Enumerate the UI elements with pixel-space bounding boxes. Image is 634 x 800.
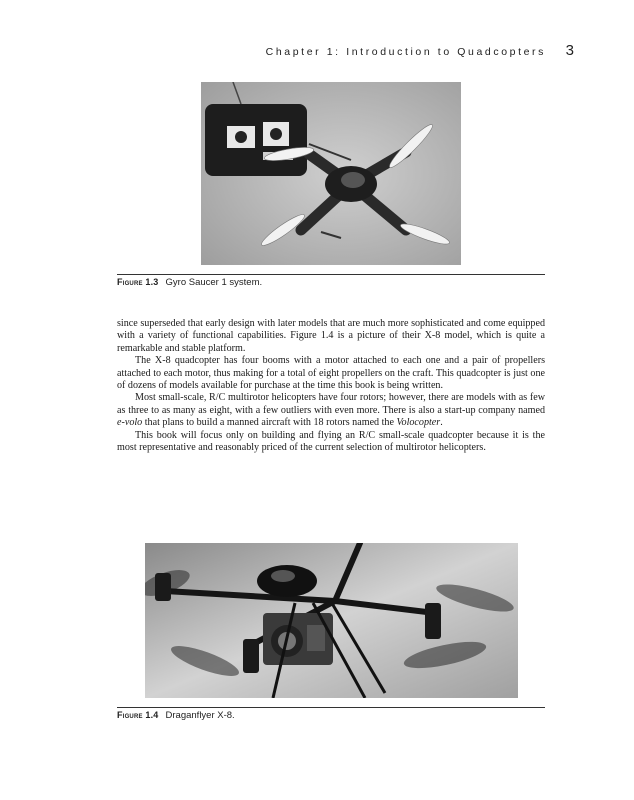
paragraph-3-part-c: .	[440, 417, 443, 429]
figure-1-4-photo	[145, 543, 518, 698]
figure-1-3-caption	[117, 277, 262, 288]
draganflyer-photo	[145, 543, 518, 698]
figure-1-3-caption-text: Gyro Saucer 1 system.	[165, 277, 263, 288]
paragraph-3-part-b: that plans to build a manned aircraft with 18 rotors named the	[142, 417, 397, 429]
paragraph-4: This book will focus only on building and flying an R/C small-scale quadcopter because it is the most representative and reasonably priced of the current selection of multirotor helicopters.	[117, 429, 545, 454]
figure-1-3-label: Figure 1.3	[117, 277, 159, 287]
chapter-title: Chapter 1: Introduction to Quadcopters	[265, 46, 546, 58]
figure-1-3-rule	[117, 274, 545, 275]
gyro-saucer-photo	[201, 82, 461, 265]
figure-1-4-caption-text: Draganflyer X-8.	[165, 710, 235, 721]
paragraph-2: The X-8 quadcopter has four booms with a motor attached to each one and a pair of propellers attached to each motor, thus making for a total of eight propellers on the craft. This quadcopter is just one of dozens of models available for purchase at the time this book is being written.	[117, 355, 545, 392]
paragraph-1: since superseded that early design with later models that are much more sophisticated and come equipped with a variety of functional capabilities. Figure 1.4 is a picture of their X-8 model, which is quite a remarkable and stable platform.	[117, 318, 545, 354]
paragraph-3-part-a: Most small-scale, R/C multirotor helicopters have four rotors; however, there are models with as few as three to as many as eight, with a few outliers with even more. There is also a start-up company named	[117, 392, 545, 416]
body-text	[117, 318, 545, 454]
figure-1-4-caption	[117, 710, 235, 721]
figure-1-4-rule	[117, 707, 545, 708]
page-number: 3	[565, 42, 574, 59]
company-name: e-volo	[117, 417, 143, 429]
figure-1-4-label: Figure 1.4	[117, 710, 159, 720]
aircraft-name: Volocopter	[396, 417, 441, 429]
figure-1-3-photo	[201, 82, 461, 265]
paragraph-3	[117, 392, 545, 429]
running-head	[200, 42, 576, 62]
